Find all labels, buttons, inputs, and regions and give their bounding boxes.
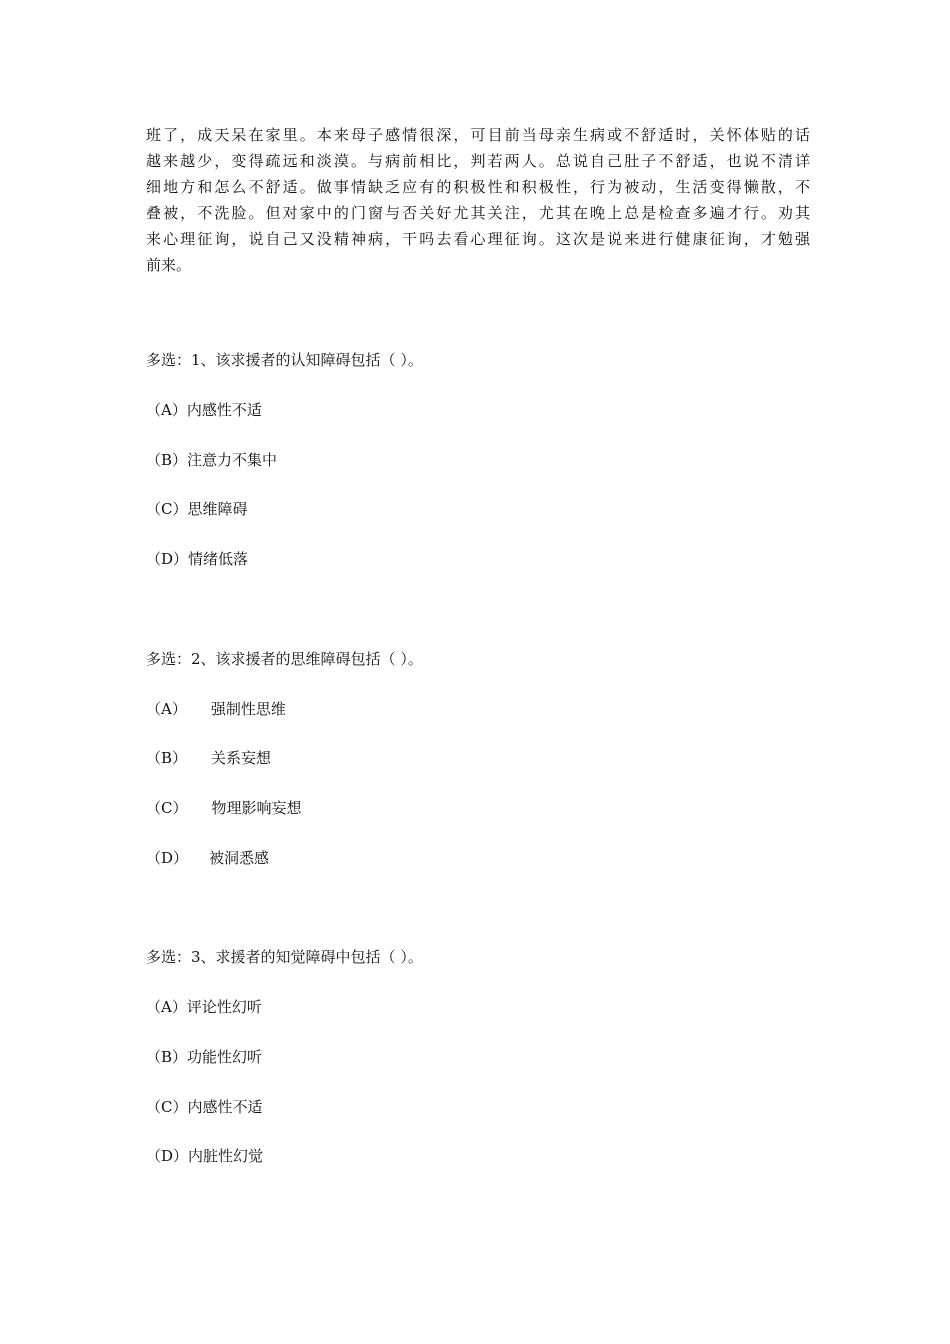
question-1-option-c <box>146 498 248 520</box>
option-text: 强制性思维 <box>210 700 286 718</box>
question-3-stem: 多选：3、求援者的知觉障碍中包括（ ）。 <box>146 948 423 966</box>
question-1-option-d <box>146 548 248 570</box>
option-letter: （C） <box>146 799 188 817</box>
option-letter: （B） <box>146 451 188 469</box>
option-letter: （B） <box>146 749 188 767</box>
option-text: 物理影响妄想 <box>211 799 302 817</box>
case-text-line: 前来。 <box>146 256 192 274</box>
question-3-option-a <box>146 996 262 1018</box>
case-description <box>146 122 810 278</box>
case-text-line: 来心理征询，说自己又没精神病，干吗去看心理征询。这次是说来进行健康征询，才勉强 <box>146 230 810 248</box>
question-2-option-b <box>146 747 271 769</box>
question-3-option-c <box>146 1096 263 1118</box>
case-text-line: 越来越少，变得疏远和淡漠。与病前相比，判若两人。总说自己肚子不舒适，也说不清详 <box>146 152 810 170</box>
question-3-option-d <box>146 1145 263 1167</box>
question-2-option-c <box>146 797 302 819</box>
option-letter: （C） <box>146 500 188 518</box>
option-text: 关系妄想 <box>211 749 272 767</box>
option-text: 情绪低落 <box>188 550 249 568</box>
case-text-line: 细地方和怎么不舒适。做事情缺乏应有的积极性和积极性，行为被动，生活变得懒散，不 <box>146 178 810 196</box>
question-1-option-a <box>146 399 262 421</box>
option-letter: （D） <box>146 849 189 867</box>
option-text: 注意力不集中 <box>187 451 278 469</box>
option-letter: （C） <box>146 1098 188 1116</box>
option-letter: （D） <box>146 550 189 568</box>
question-2-option-a <box>146 698 286 720</box>
option-text: 内感性不适 <box>186 401 262 419</box>
question-1-stem: 多选：1、该求援者的认知障碍包括（ ）。 <box>146 351 423 369</box>
option-letter: （A） <box>146 700 187 718</box>
option-letter: （A） <box>146 401 187 419</box>
case-text-line: 班了，成天呆在家里。本来母子感情很深，可目前当母亲生病或不舒适时，关怀体贴的话 <box>146 126 810 144</box>
question-2-option-d <box>146 847 269 869</box>
question-2-stem: 多选：2、该求援者的思维障碍包括（ ）。 <box>146 650 423 668</box>
option-text: 功能性幻听 <box>187 1048 263 1066</box>
case-text-line: 叠被，不洗脸。但对家中的门窗与否关好尤其关注，尤其在晚上总是检查多遍才行。劝其 <box>146 204 810 222</box>
option-text: 评论性幻听 <box>186 998 262 1016</box>
option-text: 内脏性幻觉 <box>188 1147 264 1165</box>
option-letter: （A） <box>146 998 187 1016</box>
option-text: 内感性不适 <box>187 1098 263 1116</box>
question-3-option-b <box>146 1046 262 1068</box>
option-text: 思维障碍 <box>187 500 248 518</box>
option-letter: （D） <box>146 1147 189 1165</box>
option-letter: （B） <box>146 1048 188 1066</box>
question-1-option-b <box>146 449 277 471</box>
option-text: 被洞悉感 <box>209 849 270 867</box>
